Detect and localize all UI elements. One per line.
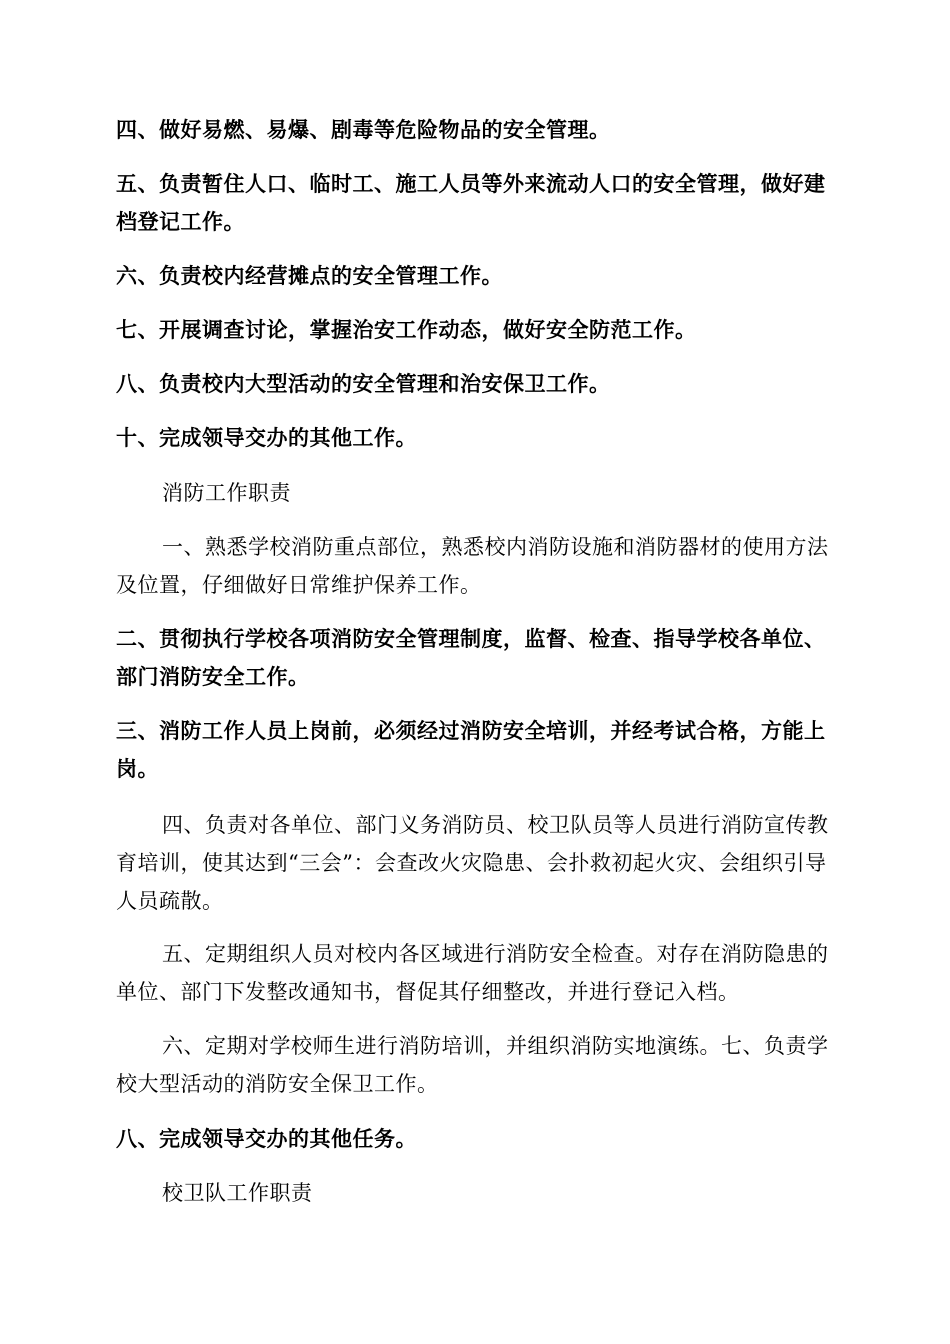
paragraph-item-10-other-work: 十、完成领导交办的其他工作。 [116, 426, 417, 450]
paragraph-item-6-vendors: 六、负责校内经营摊点的安全管理工作。 [116, 264, 503, 288]
section-heading-guard-duties: 校卫队工作职责 [162, 1181, 313, 1205]
paragraph-fire-item-3: 三、消防工作人员上岗前，必须经过消防安全培训，并经考试合格，方能上岗。 [116, 719, 826, 781]
paragraph-fire-item-4: 四、负责对各单位、部门义务消防员、校卫队员等人员进行消防宣传教育培训，使其达到“三会”：会查改火灾隐患、会扑救初起火灾、会组织引导人员疏散。 [116, 813, 829, 913]
paragraph-item-5-floating-population: 五、负责暂住人口、临时工、施工人员等外来流动人口的安全管理，做好建档登记工作。 [116, 172, 826, 234]
section-heading-fire-duties: 消防工作职责 [162, 481, 291, 505]
paragraph-item-4-hazardous-goods: 四、做好易燃、易爆、剧毒等危险物品的安全管理。 [116, 118, 611, 142]
paragraph-fire-item-6-7: 六、定期对学校师生进行消防培训，并组织消防实地演练。七、负责学校大型活动的消防安全保卫工作。 [116, 1034, 829, 1096]
paragraph-fire-item-8: 八、完成领导交办的其他任务。 [116, 1127, 417, 1151]
paragraph-item-7-investigation: 七、开展调查讨论，掌握治安工作动态，做好安全防范工作。 [116, 318, 697, 342]
paragraph-item-8-large-events: 八、负责校内大型活动的安全管理和治安保卫工作。 [116, 372, 611, 396]
paragraph-fire-item-1: 一、熟悉学校消防重点部位，熟悉校内消防设施和消防器材的使用方法及位置，仔细做好日常维护保养工作。 [116, 535, 829, 597]
paragraph-fire-item-5: 五、定期组织人员对校内各区域进行消防安全检查。对存在消防隐患的单位、部门下发整改通知书，督促其仔细整改，并进行登记入档。 [116, 942, 829, 1004]
paragraph-fire-item-2: 二、贯彻执行学校各项消防安全管理制度，监督、检查、指导学校各单位、部门消防安全工作。 [116, 627, 826, 689]
